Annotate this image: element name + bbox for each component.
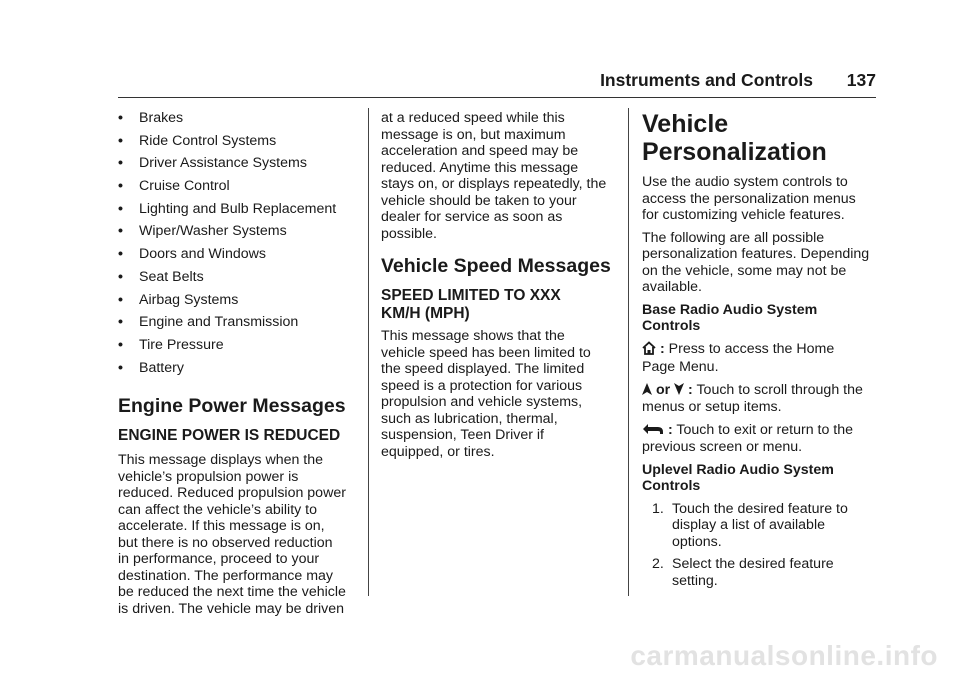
list-item: • Brakes xyxy=(118,110,184,126)
list-item: • Tire Pressure xyxy=(118,336,224,353)
up-arrow-icon xyxy=(642,383,652,400)
speed-limited-subheading: SPEED LIMITED TO XXX KM/H (MPH) xyxy=(381,287,561,322)
vehicle-speed-heading: Vehicle Speed Messages xyxy=(381,255,611,277)
personalization-heading: Vehicle Personalization xyxy=(642,110,827,166)
header-rule xyxy=(118,97,876,98)
list-item: • Battery xyxy=(118,359,184,376)
features-paragraph: The following are all possible personalization features. Depending on the vehicle, some may not be available. xyxy=(642,229,870,295)
list-item: 1. Touch the desired feature to display a list of available options. xyxy=(652,500,848,550)
list-item: • Driver Assistance Systems xyxy=(118,155,307,172)
column-divider xyxy=(368,108,369,596)
uplevel-radio-heading: Uplevel Radio Audio System Controls xyxy=(642,461,834,494)
system-list xyxy=(118,110,358,382)
list-item: • Ride Control Systems xyxy=(118,132,277,149)
column-1 xyxy=(118,110,358,617)
column-3 xyxy=(642,110,878,589)
back-control-desc: : Touch to exit or return to the previous screen or menu. xyxy=(642,421,854,455)
list-item: • Wiper/Washer Systems xyxy=(118,223,287,240)
home-icon xyxy=(642,341,656,360)
down-arrow-icon xyxy=(674,383,684,400)
list-item: 2. Select the desired feature setting. xyxy=(652,556,834,589)
steps-list xyxy=(642,501,878,590)
list-item: • Engine and Transmission xyxy=(118,314,299,331)
engine-power-subheading: ENGINE POWER IS REDUCED xyxy=(118,427,341,445)
scroll-control-desc: or : Touch to scroll through the menus or setup items. xyxy=(642,381,863,415)
page-number: 137 xyxy=(846,70,876,90)
list-item: • Doors and Windows xyxy=(118,246,266,263)
base-radio-heading: Base Radio Audio System Controls xyxy=(642,301,818,334)
home-control-desc: : Press to access the Home Page Menu. xyxy=(642,340,835,375)
column-divider xyxy=(628,108,629,596)
back-icon xyxy=(642,423,664,440)
engine-power-paragraph: This message displays when the vehicle’s propulsion power is reduced. Reduced propulsion power can affect the vehicle’s ability to accelerate. If this message is on, but there is no observed reduction in performance, proceed to your destination. The performance may be reduced the next time the vehicle is driven. The vehicle may be driven xyxy=(118,452,346,617)
list-item: • Lighting and Bulb Replacement xyxy=(118,200,337,217)
section-title: Instruments and Controls xyxy=(600,70,813,90)
speed-intro-paragraph: at a reduced speed while this message is on, but maximum acceleration and speed may be reduced. Anytime this message stays on, or displays repeatedly, the vehicle should be taken to your dealer for service as soon as possible. xyxy=(381,110,607,242)
column-2 xyxy=(381,110,621,460)
list-item: • Cruise Control xyxy=(118,178,230,195)
watermark: carmanualsonline.info xyxy=(630,640,938,671)
intro-paragraph: Use the audio system controls to access the personalization menus for customizing vehicle features. xyxy=(642,174,856,223)
list-item: • Seat Belts xyxy=(118,268,204,285)
speed-limited-paragraph: This message shows that the vehicle speed has been limited to the speed displayed. The limited speed is a protection for various propulsion and vehicle systems, such as lubrication, thermal, suspension, Teen Driver if equipped, or tires. xyxy=(381,328,591,460)
page-header xyxy=(118,70,876,96)
list-item: • Airbag Systems xyxy=(118,291,239,308)
engine-power-heading: Engine Power Messages xyxy=(118,395,346,418)
